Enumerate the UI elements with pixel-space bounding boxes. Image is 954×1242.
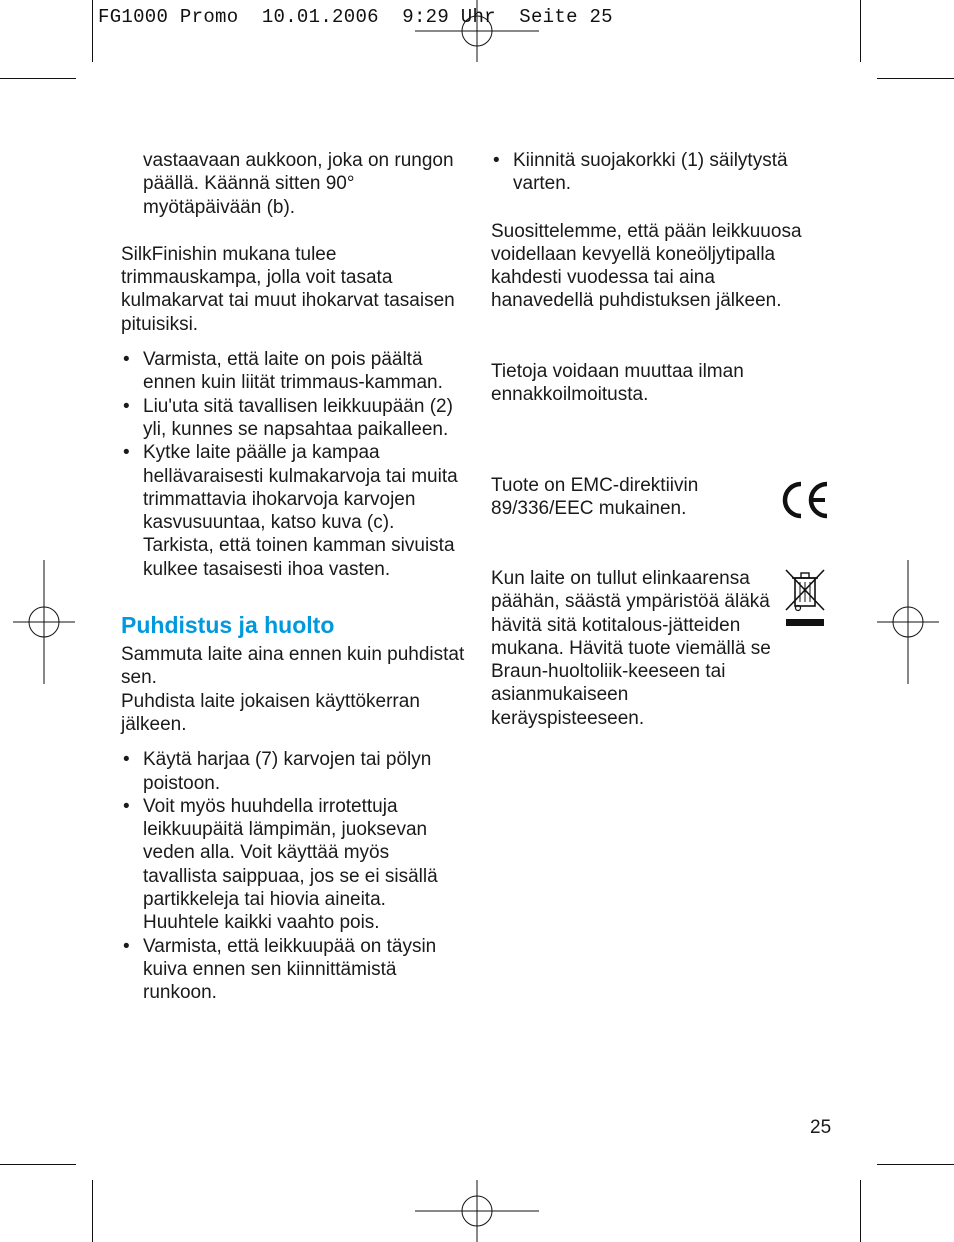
list-item: • Kytke laite päälle ja kampaa hellävaraisesti kulmakarvoja tai muita trimmattavia ihokarvoja karvojen kasvusuuntaa, katso kuva (c). Tarkista, että toinen kamman sivuista kulkee tasaisesti ihoa vasten. [121,441,466,581]
emc-paragraph: Tuote on EMC-direktiivin 89/336/EEC mukainen. [491,475,699,520]
list-item: • Kiinnitä suojakorkki (1) säilytystä varten. [491,149,836,196]
list-item: • Varmista, että laite on pois päältä ennen kuin liität trimmaus-kamman. [121,348,466,395]
crop-mark [877,1164,954,1165]
trimmer-bullet-list [121,348,466,581]
trimmer-paragraph: SilkFinishin mukana tulee trimmauskampa, jolla voit tasata kulmakarvat tai muut ihokarvat tasaisen pituisiksi. [121,243,455,335]
disposal-paragraph: Kun laite on tullut elinkaarensa päähän, säästä ympäristöä äläkä hävitä sitä kotitalous-jätteiden mukana. Hävitä tuote viemällä se Braun-huoltoliik-keeseen tai asianmukaiseen keräyspisteeseen. [491,568,771,729]
crop-mark [92,1180,93,1242]
list-item: • Käytä harjaa (7) karvojen tai pölyn poistoon. [121,748,466,795]
crop-mark [0,1164,76,1165]
crop-mark [0,78,76,79]
cap-bullet-list [491,149,836,196]
list-item: • Voit myös huuhdella irrotettuja leikkuupäitä lämpimän, juoksevan veden alla. Voit käyttää myös tavallista saippuaa, jos se ei sisällä partikkeleja tai hiovia aineita. Huuhtele kaikki vaahto pois. [121,795,466,935]
print-slug: FG1000 Promo 10.01.2006 9:29 Uhr Seite 25 [98,6,613,28]
crop-mark [860,0,861,62]
registration-mark-icon [877,560,939,684]
notice-paragraph: Tietoja voidaan muuttaa ilman ennakkoilmoitusta. [491,360,744,406]
registration-mark-icon [415,1180,539,1242]
crossed-out-bin-icon [784,568,826,630]
cleaning-bullet-list [121,748,466,1004]
list-item: • Liu'uta sitä tavallisen leikkuupään (2) yli, kunnes se napsahtaa paikalleen. [121,395,466,442]
crop-mark [877,78,954,79]
oil-paragraph: Suosittelemme, että pään leikkuuosa voidellaan kevyellä koneöljytipalla kahdesti vuodessa tai aina hanavedellä puhdistuksen jälkeen. [491,220,802,312]
left-column [121,149,466,1005]
crop-mark [92,0,93,62]
cleaning-paragraph: Puhdista laite jokaisen käyttökerran jälkeen. [121,690,420,735]
registration-mark-icon [13,560,75,684]
crop-mark [860,1180,861,1242]
intro-continuation: vastaavaan aukkoon, joka on rungon päällä. Käännä sitten 90° myötäpäivään (b). [143,150,454,218]
section-heading: Puhdistus ja huolto [121,612,335,639]
ce-mark-icon [780,478,830,522]
cleaning-paragraph: Sammuta laite aina ennen kuin puhdistat sen. [121,644,465,689]
right-column [491,149,836,406]
list-item: • Varmista, että leikkuupää on täysin kuiva ennen sen kiinnittämistä runkoon. [121,935,466,1005]
page-number: 25 [810,1117,832,1138]
